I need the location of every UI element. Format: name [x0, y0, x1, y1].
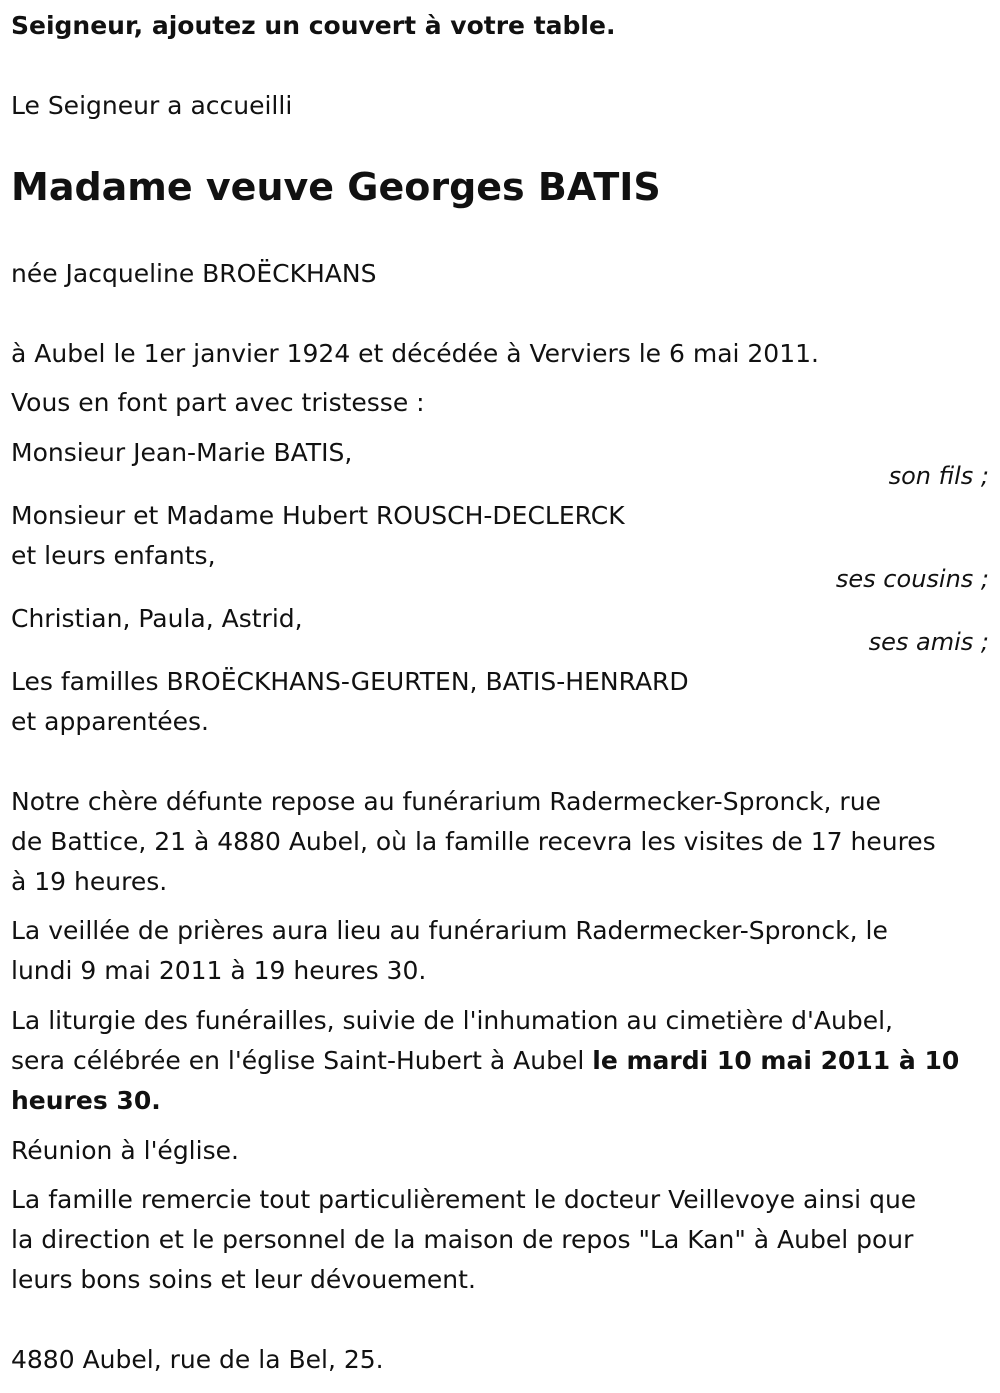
- thanks-paragraph-line: leurs bons soins et leur dévouement.: [11, 1265, 476, 1294]
- liturgie-paragraph-line: La liturgie des funérailles, suivie de l'inhumation au cimetière d'Aubel,: [11, 1006, 893, 1035]
- birth-death-line: à Aubel le 1er janvier 1924 et décédée à Verviers le 6 mai 2011.: [11, 339, 819, 368]
- mourner-name: Christian, Paula, Astrid,: [11, 604, 303, 633]
- mourner-role: son fils ;: [888, 462, 989, 490]
- motto: Seigneur, ajoutez un couvert à votre table.: [11, 11, 616, 40]
- mourner-role: ses cousins ;: [835, 565, 989, 593]
- repose-paragraph-line: de Battice, 21 à 4880 Aubel, où la famille recevra les visites de 17 heures: [11, 827, 936, 856]
- reunion-line: Réunion à l'église.: [11, 1136, 239, 1165]
- repose-paragraph-line: à 19 heures.: [11, 867, 168, 896]
- funeral-date: le mardi 10 mai 2011 à 10: [592, 1046, 960, 1075]
- mourner-name-cont: et apparentées.: [11, 707, 209, 736]
- liturgie-text: sera célébrée en l'église Saint-Hubert à Aubel: [11, 1046, 593, 1075]
- thanks-paragraph-line: La famille remercie tout particulièrement le docteur Veillevoye ainsi que: [11, 1185, 917, 1214]
- mourner-name-cont: et leurs enfants,: [11, 541, 216, 570]
- veillee-paragraph-line: lundi 9 mai 2011 à 19 heures 30.: [11, 956, 427, 985]
- deceased-name: Madame veuve Georges BATIS: [11, 165, 661, 209]
- mourner-name: Monsieur et Madame Hubert ROUSCH-DECLERCK: [11, 501, 625, 530]
- thanks-paragraph-line: la direction et le personnel de la maison de repos "La Kan" à Aubel pour: [11, 1225, 914, 1254]
- family-address: 4880 Aubel, rue de la Bel, 25.: [11, 1345, 384, 1374]
- mourner-name: Les familles BROËCKHANS-GEURTEN, BATIS-HENRARD: [11, 667, 689, 696]
- funeral-time: heures 30.: [11, 1086, 161, 1115]
- mourner-role: ses amis ;: [868, 628, 989, 656]
- intro-text: Le Seigneur a accueilli: [11, 91, 293, 120]
- announce-line: Vous en font part avec tristesse :: [11, 388, 425, 417]
- repose-paragraph-line: Notre chère défunte repose au funérarium Radermecker-Spronck, rue: [11, 787, 881, 816]
- veillee-paragraph-line: La veillée de prières aura lieu au funérarium Radermecker-Spronck, le: [11, 916, 888, 945]
- mourner-name: Monsieur Jean-Marie BATIS,: [11, 438, 353, 467]
- liturgie-paragraph-line: [11, 1041, 989, 1081]
- born-name: née Jacqueline BROËCKHANS: [11, 259, 377, 288]
